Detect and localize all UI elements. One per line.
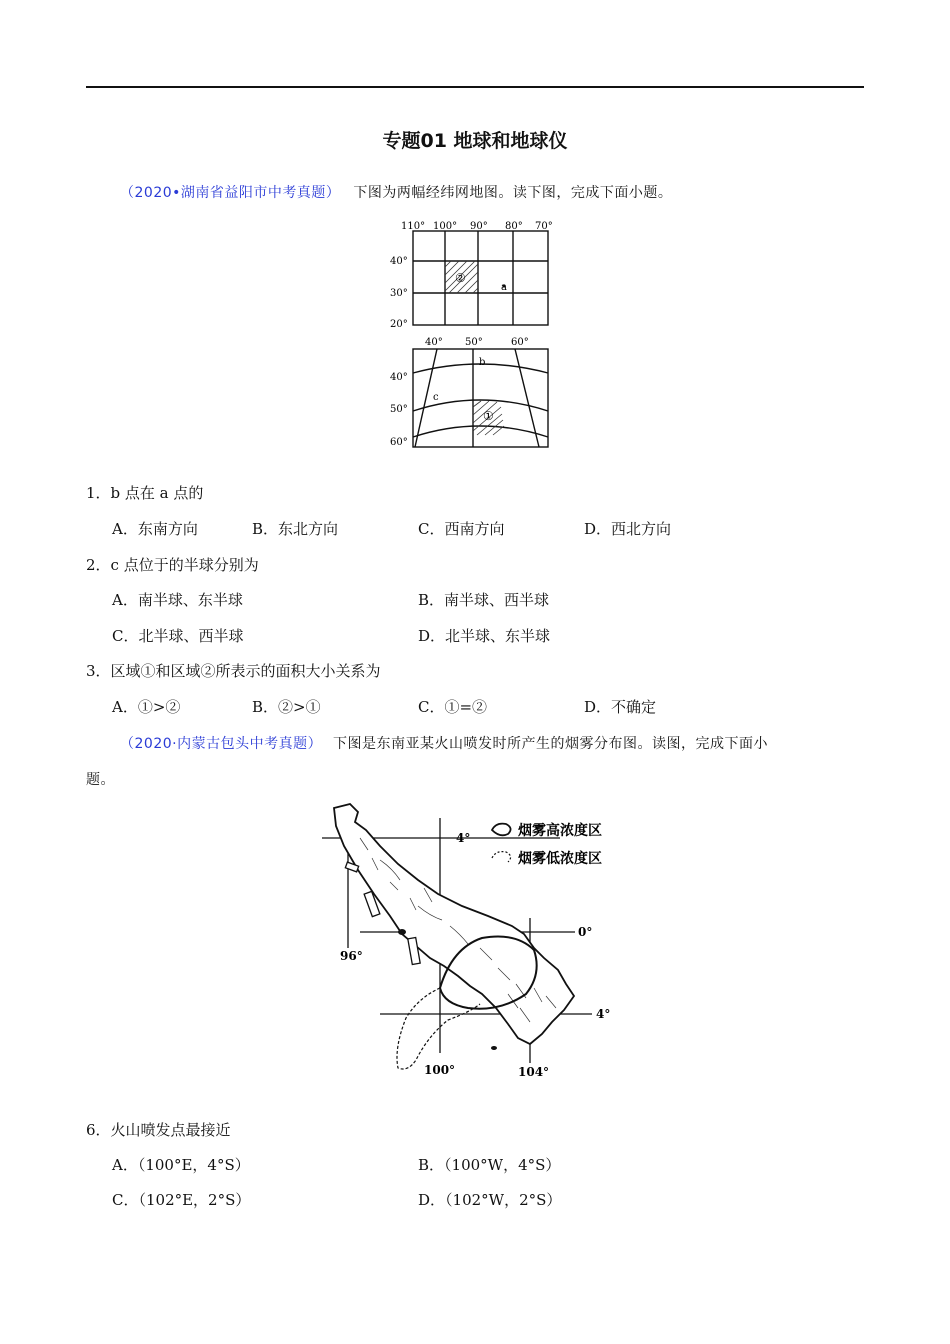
lat-label-30n: 30° — [390, 288, 408, 299]
lat-label-60-bottom: 60° — [390, 437, 408, 448]
lon-label-80: 80° — [505, 221, 523, 232]
lat-label-4s: 4° — [596, 1007, 611, 1021]
lon-label-70: 70° — [535, 221, 553, 232]
legend-low-symbol — [492, 852, 511, 862]
lon-label-90: 90° — [470, 221, 488, 232]
q1-option-b[interactable]: B．东北方向 — [252, 520, 339, 538]
q2-option-c[interactable]: C．北半球、西半球 — [112, 627, 244, 645]
lat-label-0: 0° — [578, 925, 593, 939]
q1-option-a[interactable]: A．东南方向 — [112, 520, 198, 538]
q2-option-d[interactable]: D．北半球、东半球 — [418, 627, 551, 645]
section1-source: （2020•湖南省益阳市中考真题） — [120, 185, 341, 201]
lon-label-96: 96° — [340, 949, 363, 963]
graticule-figure — [385, 215, 560, 455]
q3-option-b[interactable]: B．②>① — [252, 698, 321, 716]
question-6: 6．火山喷发点最接近 — [86, 1121, 231, 1139]
q6-option-c[interactable]: C．（102°E，2°S） — [112, 1191, 251, 1209]
q1-option-d[interactable]: D．西北方向 — [584, 520, 672, 538]
legend-low-label: 烟雾低浓度区 — [518, 851, 602, 867]
lat-label-40n: 40° — [390, 256, 408, 267]
island-small-4 — [398, 929, 406, 935]
q6-option-a[interactable]: A．（100°E，4°S） — [112, 1156, 250, 1174]
section2-intro-text: 下图是东南亚某火山喷发时所产生的烟雾分布图。读图，完成下面小 — [333, 736, 769, 752]
q3-option-d[interactable]: D．不确定 — [584, 698, 657, 716]
point-b-label: b — [479, 357, 486, 368]
section2-source: （2020·内蒙古包头中考真题） — [120, 736, 323, 752]
lon-label-104: 104° — [518, 1065, 550, 1079]
point-a-label: a — [501, 282, 507, 293]
header-rule — [86, 86, 864, 88]
lon-label-40: 40° — [425, 337, 443, 348]
question-3: 3．区域①和区域②所表示的面积大小关系为 — [86, 662, 381, 680]
island-small-5 — [491, 1046, 497, 1050]
smoke-map-figure — [320, 798, 640, 1083]
q1-option-c[interactable]: C．西南方向 — [418, 520, 505, 538]
legend-high-label: 烟雾高浓度区 — [518, 823, 602, 839]
lat-label-20n: 20° — [390, 319, 408, 330]
lat-label-4n: 4° — [456, 831, 471, 845]
smoke-map-legend — [492, 822, 602, 867]
q6-option-d[interactable]: D．（102°W，2°S） — [418, 1191, 562, 1209]
q6-option-b[interactable]: B．（100°W，4°S） — [418, 1156, 561, 1174]
region-1-label: ① — [483, 409, 494, 423]
lon-label-50: 50° — [465, 337, 483, 348]
sumatra-island — [334, 804, 574, 1044]
section2-intro-continued: 题。 — [86, 772, 115, 788]
lon-label-100e: 100° — [424, 1063, 456, 1077]
q2-option-b[interactable]: B．南半球、西半球 — [418, 591, 550, 609]
lat-label-50-bottom: 50° — [390, 404, 408, 415]
q3-option-a[interactable]: A．①>② — [112, 698, 181, 716]
legend-high-symbol — [492, 824, 511, 836]
page-title: 专题01 地球和地球仪 — [382, 130, 568, 152]
question-1: 1．b 点在 a 点的 — [86, 484, 204, 502]
region-2-label: ② — [455, 271, 466, 285]
section2-intro — [120, 733, 768, 753]
q2-option-a[interactable]: A．南半球、东半球 — [112, 591, 243, 609]
top-graticule-map — [413, 231, 548, 325]
lat-label-40-bottom: 40° — [390, 372, 408, 383]
point-c-label: c — [433, 392, 439, 403]
lon-label-60: 60° — [511, 337, 529, 348]
question-2: 2．c 点位于的半球分别为 — [86, 556, 259, 574]
section1-intro-text: 下图为两幅经纬网地图。读下图，完成下面小题。 — [353, 185, 673, 201]
lon-label-110: 110° — [401, 221, 426, 232]
lon-label-100: 100° — [433, 221, 458, 232]
smoke-low-concentration-area — [397, 988, 480, 1069]
q3-option-c[interactable]: C．①=② — [418, 698, 488, 716]
section1-intro — [120, 182, 672, 202]
